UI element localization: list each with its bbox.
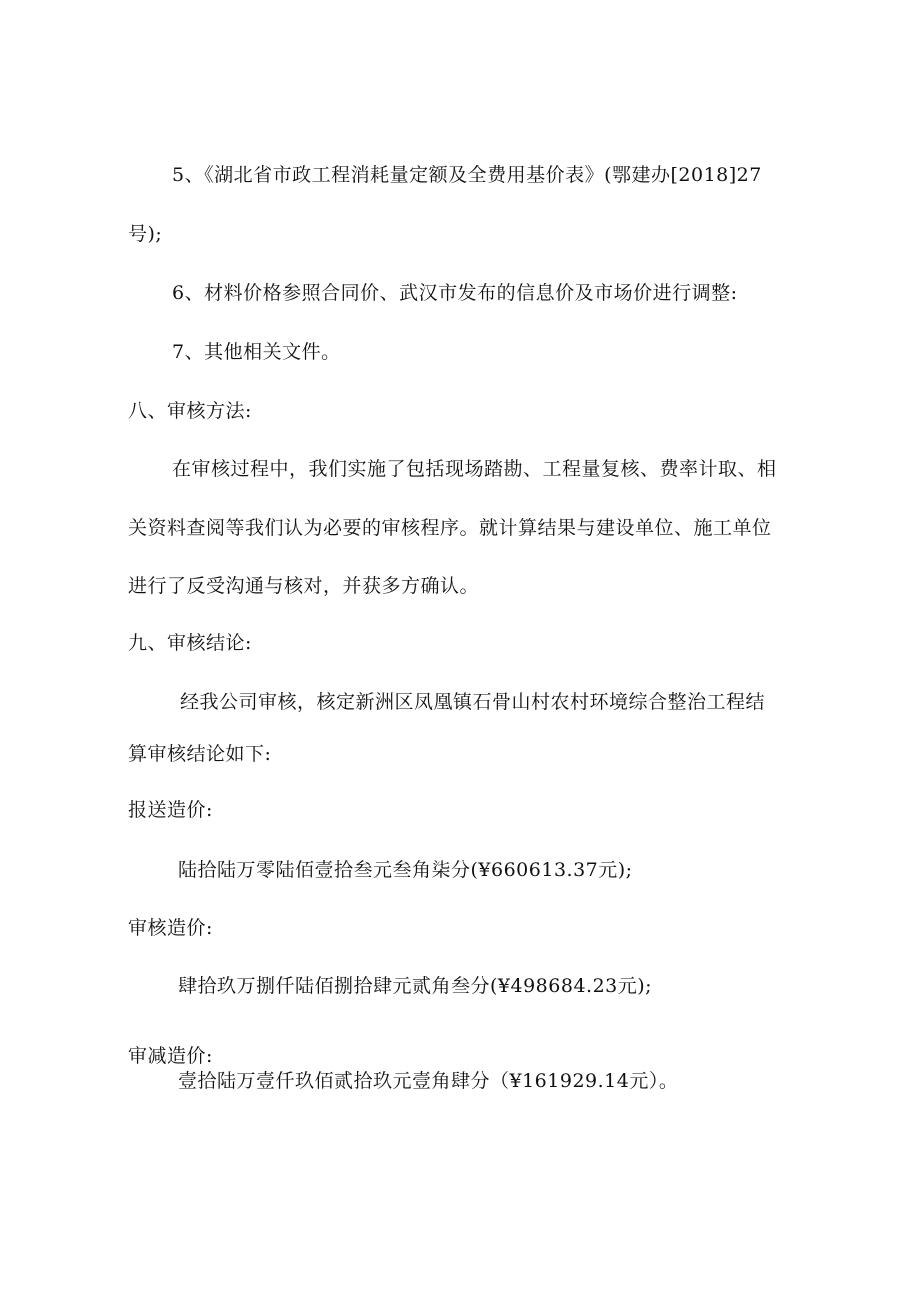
section-9-intro-line-1: 经我公司审核，核定新洲区凤凰镇石骨山村农村环境综合整治工程结 [180,691,766,713]
section-8-paragraph-line-2: 关资料查阅等我们认为必要的审核程序。就计算结果与建设单位、施工单位 [128,517,772,539]
basis-item-7: 7、其他相关文件。 [172,341,341,363]
submitted-price-label: 报送造价: [128,799,213,821]
reduced-price-value: 壹拾陆万壹仟玖佰贰拾玖元壹角肆分（¥161929.14元）。 [178,1070,679,1092]
audited-price-value: 肆拾玖万捌仟陆佰捌拾肆元贰角叁分(¥498684.23元); [178,975,653,997]
audited-price-label: 审核造价: [128,917,213,939]
section-9-intro-line-2: 算审核结论如下: [128,743,272,765]
reduced-price-label: 审减造价: [128,1045,213,1067]
basis-item-5-line-1: 5、《湖北省市政工程消耗量定额及全费用基价表》(鄂建办[2018]27 [172,164,762,186]
basis-item-5-line-2: 号); [128,223,163,245]
basis-item-6: 6、材料价格参照合同价、武汉市发布的信息价及市场价进行调整: [172,282,738,304]
section-8-paragraph-line-1: 在审核过程中，我们实施了包括现场踏勘、工程量复核、费率计取、相 [172,458,777,480]
section-8-paragraph-line-3: 进行了反受沟通与核对，并获多方确认。 [128,575,480,597]
section-8-heading: 八、审核方法: [128,400,252,422]
section-9-heading: 九、审核结论: [128,632,252,654]
submitted-price-value: 陆拾陆万零陆佰壹拾叁元叁角柒分(¥660613.37元); [178,859,633,881]
